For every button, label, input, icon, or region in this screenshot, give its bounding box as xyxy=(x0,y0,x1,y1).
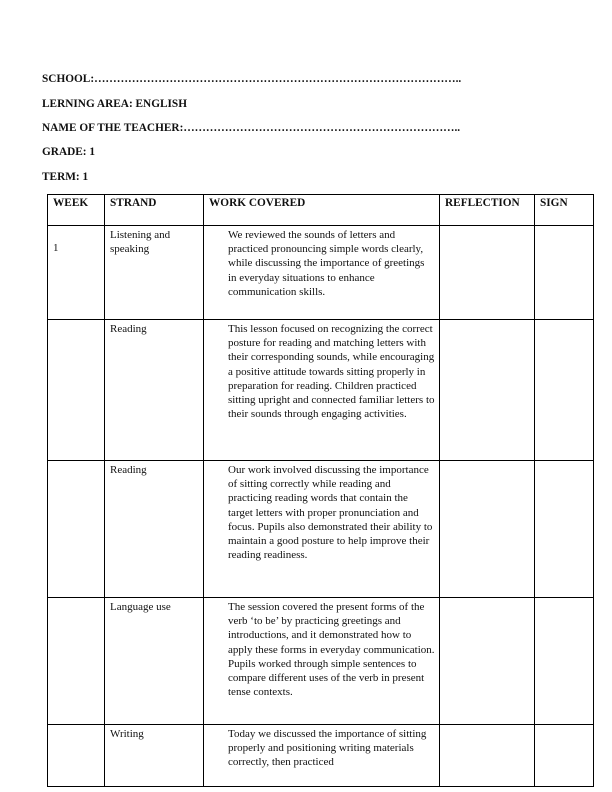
strand-cell: Language use xyxy=(105,598,204,725)
column-header-week: WEEK xyxy=(48,195,105,226)
week-cell xyxy=(48,598,105,725)
reflection-cell[interactable] xyxy=(440,226,535,320)
work-covered-cell: The session covered the present forms of the verb ‘to be’ by practicing greetings and introductions, and it demonstrated how to apply these forms in everyday communication. Pupils worked through simple sentences to compare different uses of the verb in present tense contexts. xyxy=(204,598,440,725)
sign-cell[interactable] xyxy=(535,598,594,725)
reflection-cell[interactable] xyxy=(440,461,535,598)
work-covered-cell: Our work involved discussing the importance of sitting correctly while reading and practicing reading words that contain the target letters with proper pronunciation and focus. Pupils also demonstrated their ability to maintain a good posture to help improve their reading readiness. xyxy=(204,461,440,598)
sign-cell[interactable] xyxy=(535,725,594,787)
strand-cell: Reading xyxy=(105,461,204,598)
column-header-sign: SIGN xyxy=(535,195,594,226)
school-field: SCHOOL:…………………………………………………………………………………….. xyxy=(42,73,462,85)
week-cell xyxy=(48,725,105,787)
table-row xyxy=(48,725,594,787)
strand-cell: Writing xyxy=(105,725,204,787)
column-header-strand: STRAND xyxy=(105,195,204,226)
reflection-cell[interactable] xyxy=(440,320,535,461)
week-cell xyxy=(48,461,105,598)
reflection-cell[interactable] xyxy=(440,725,535,787)
column-header-work-covered: WORK COVERED xyxy=(204,195,440,226)
week-cell xyxy=(48,320,105,461)
record-of-work-table xyxy=(47,194,594,787)
work-covered-cell: We reviewed the sounds of letters and practiced pronouncing simple words clearly, while discussing the importance of greetings in everyday situations to enhance communication skills. xyxy=(204,226,440,320)
reflection-cell[interactable] xyxy=(440,598,535,725)
teacher-name-field: NAME OF THE TEACHER:……………………………………………………………….. xyxy=(42,122,461,134)
column-header-reflection: REFLECTION xyxy=(440,195,535,226)
table-row xyxy=(48,598,594,725)
sign-cell[interactable] xyxy=(535,461,594,598)
table-row xyxy=(48,461,594,598)
table-row xyxy=(48,320,594,461)
work-covered-cell: This lesson focused on recognizing the correct posture for reading and matching letters with their corresponding sounds, while encouraging a positive attitude towards sitting properly in preparation for reading. Children practiced sitting upright and connected familiar letters to their sounds through engaging activities. xyxy=(204,320,440,461)
sign-cell[interactable] xyxy=(535,320,594,461)
table-header-row xyxy=(48,195,594,226)
table-row xyxy=(48,226,594,320)
learning-area-label: LERNING AREA: ENGLISH xyxy=(42,98,188,110)
strand-cell: Reading xyxy=(105,320,204,461)
strand-cell: Listening and speaking xyxy=(105,226,204,320)
work-covered-cell: Today we discussed the importance of sitting properly and positioning writing materials correctly, then practiced xyxy=(204,725,440,787)
grade-label: GRADE: 1 xyxy=(42,146,96,158)
term-label: TERM: 1 xyxy=(42,171,89,183)
sign-cell[interactable] xyxy=(535,226,594,320)
week-cell: 1 xyxy=(48,226,105,320)
